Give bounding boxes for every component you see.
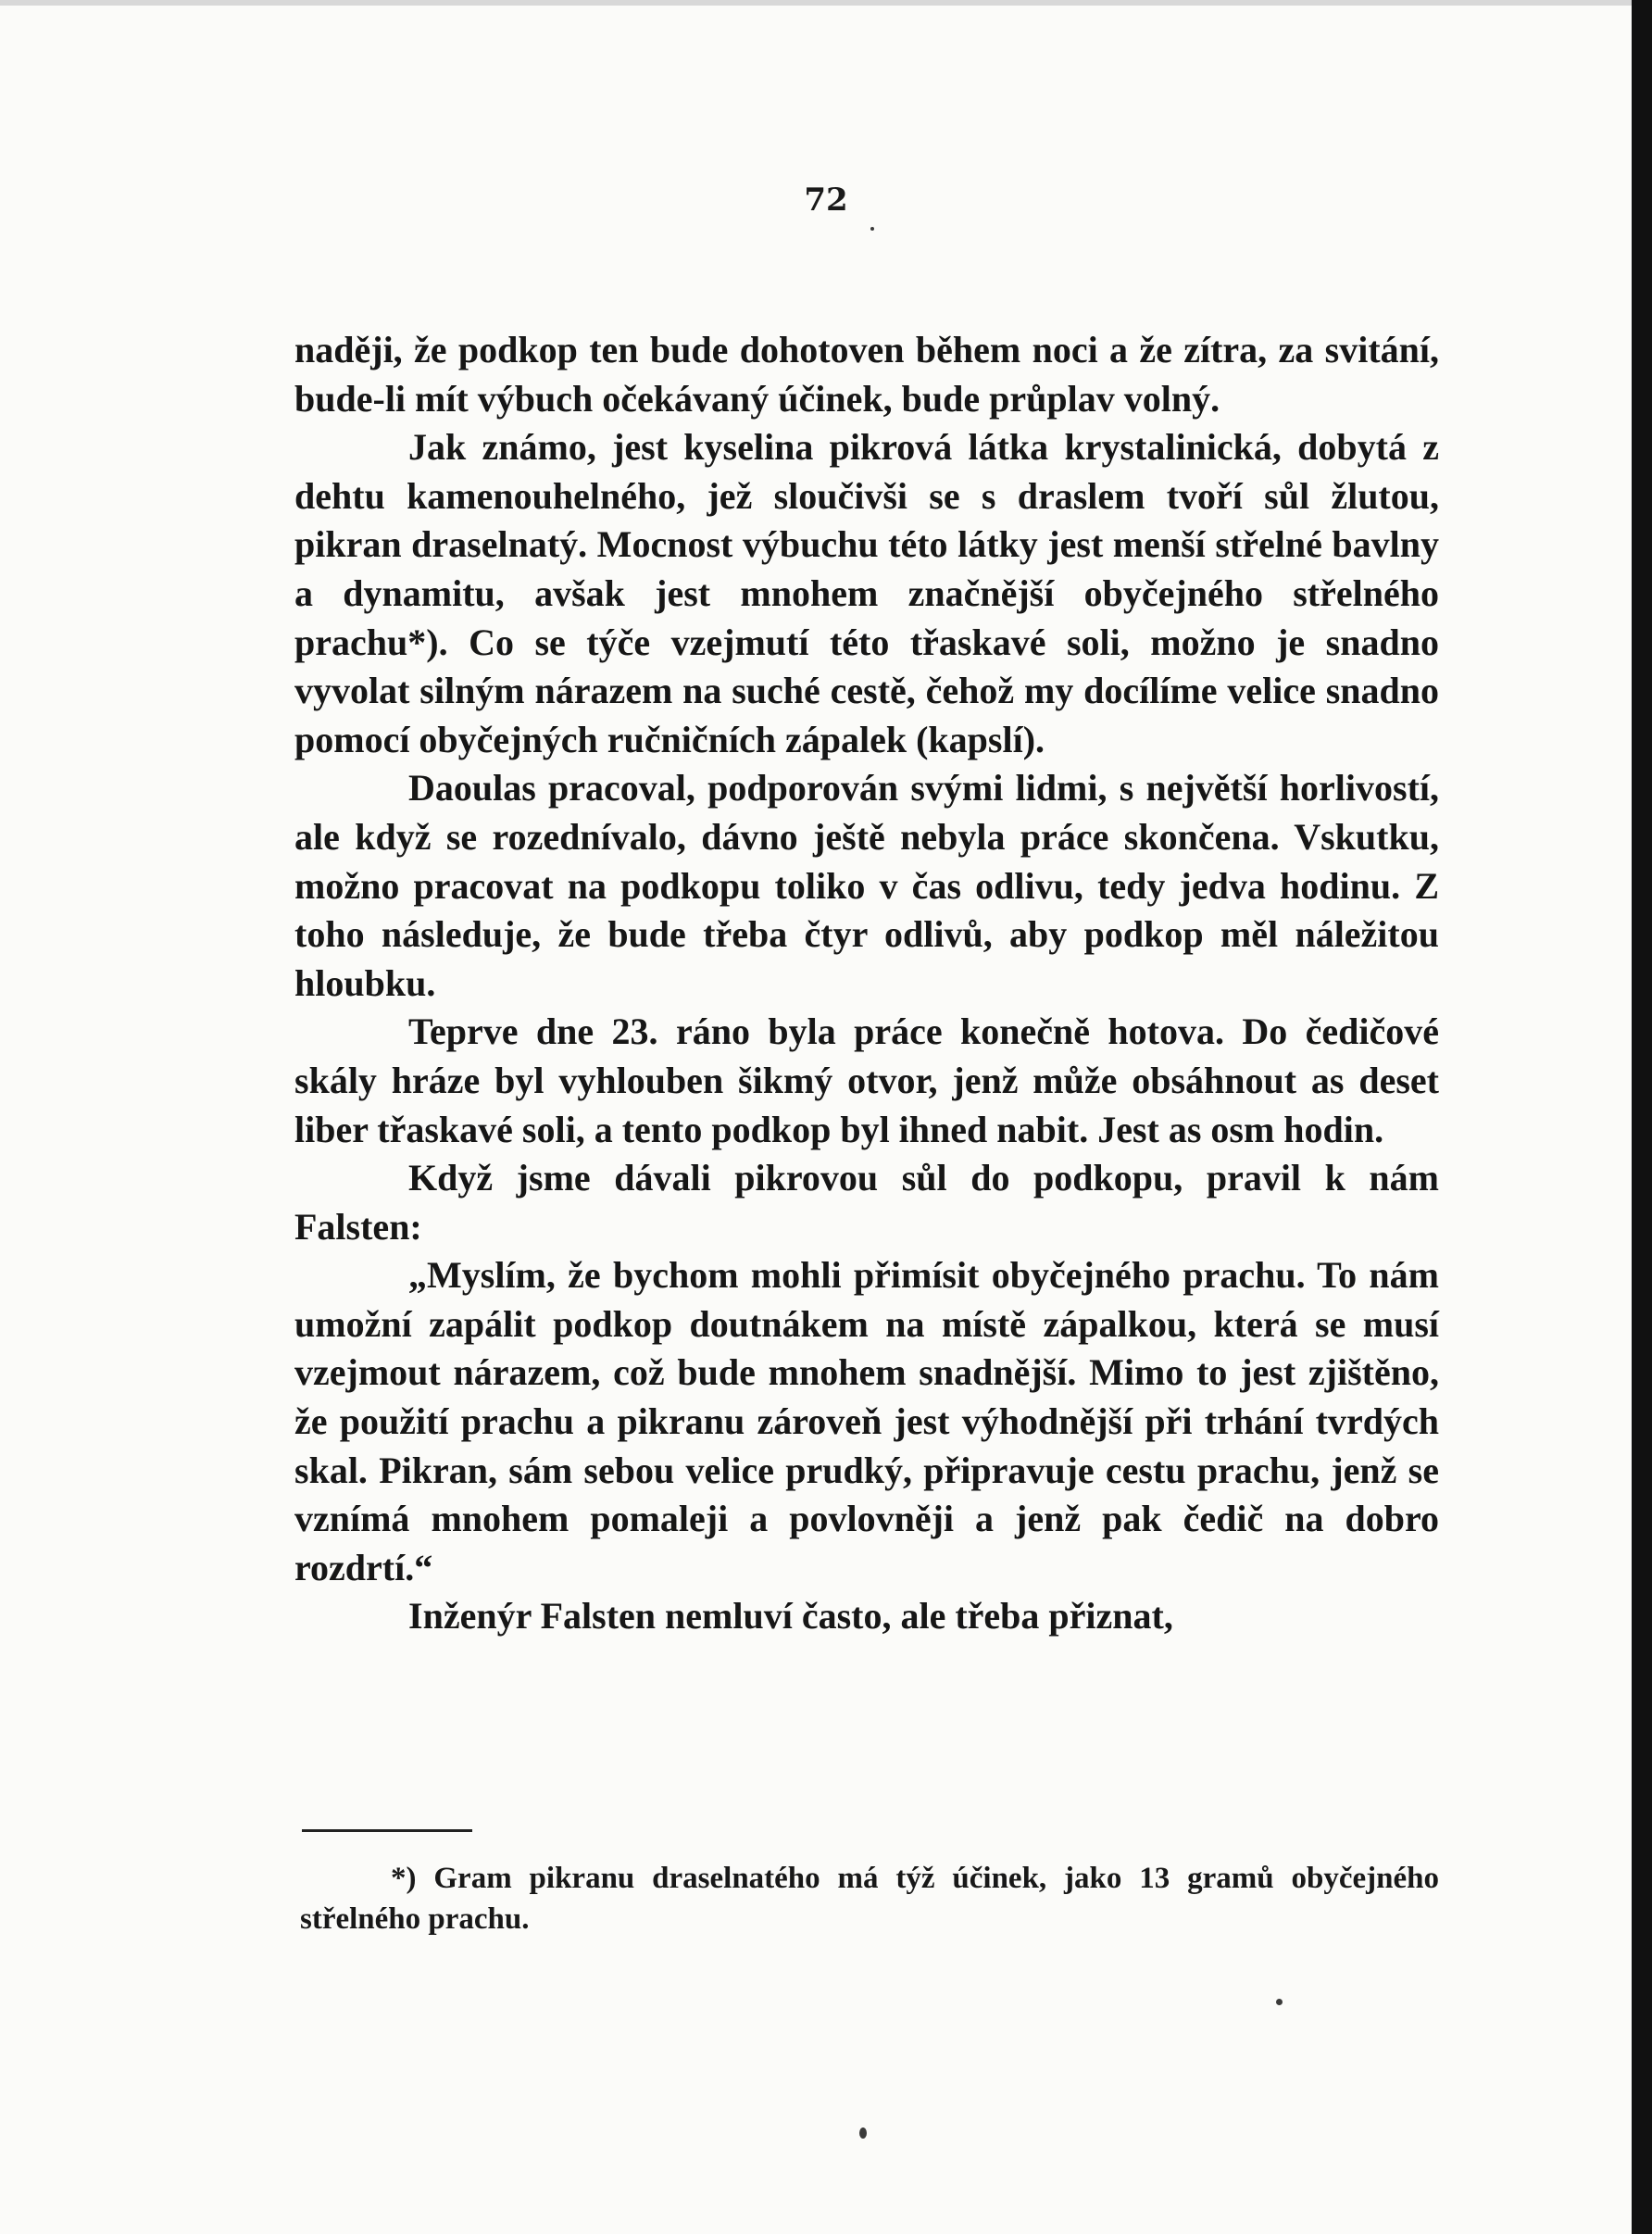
footnote-divider [302,1829,472,1832]
scan-right-edge [1632,0,1652,2234]
footnote-marker: *) [391,1862,417,1895]
paragraph-7: Inženýr Falsten nemluví často, ale třeba přiznat, [408,1595,1173,1638]
scan-speck [859,2127,867,2139]
scan-speck [870,227,874,231]
paragraph-3: Daoulas pracoval, podporován svými lidmi, s největší horlivostí, ale když se rozednívalo, dávno ještě nebyla práce skončena. Vskutku, možno pracovat na podkopu toliko v čas odlivu, tedy jedva hodinu. Z toho následuje, že bude třeba čtyr odlivů, aby podkop měl náležitou hloubku. [294,767,1439,1004]
scan-top-edge [0,0,1652,6]
paragraph-5: Když jsme dávali pikrovou sůl do podkopu, pravil k nám Falsten: [294,1157,1439,1248]
page-number: 72 [804,182,848,219]
body-text [294,326,1439,1641]
footnote-text: Gram pikranu draselnatého má týž účinek, jako 13 gramů obyčejného střelného prachu. [300,1862,1439,1936]
footnote [300,1858,1439,1939]
paragraph-4: Teprve dne 23. ráno byla práce konečně hotova. Do čedičové skály hráze byl vyhlouben šikmý otvor, jenž může obsáhnout as deset liber třaskavé soli, a tento podkop byl ihned nabit. Jest as osm hodin. [294,1010,1439,1150]
paragraph-6: „Myslím, že bychom mohli přimísit obyčejného prachu. To nám umožní zapálit podkop doutnákem na místě zápalkou, která se musí vzejmout nárazem, což bude mnohem snadnější. Mimo to jest zjištěno, že použití prachu a pikranu zároveň jest výhodnější při trhání tvrdých skal. Pikran, sám sebou velice prudký, připravuje cestu prachu, jenž se vznímá mnohem pomaleji a povlovněji a jenž pak čedič na dobro rozdrtí.“ [294,1254,1439,1588]
scan-speck [1276,1999,1283,2005]
paragraph-2: Jak známo, jest kyselina pikrová látka krystalinická, dobytá z dehtu kamenouhelného, jež sloučivši se s draslem tvoří sůl žlutou, pikran draselnatý. Mocnost výbuchu této látky jest menší střelné bavlny a dynamitu, avšak jest mnohem značnější obyčejného střelného prachu*). Co se týče vzejmutí této třaskavé soli, možno je snadno vyvolat silným nárazem na suché cestě, čehož my docílíme velice snadno pomocí obyčejných ručničních zápalek (kapslí). [294,426,1439,760]
paragraph-1: naději, že podkop ten bude dohotoven během noci a že zítra, za svitání, bude-li mít výbuch očekávaný účinek, bude průplav volný. [294,329,1439,420]
